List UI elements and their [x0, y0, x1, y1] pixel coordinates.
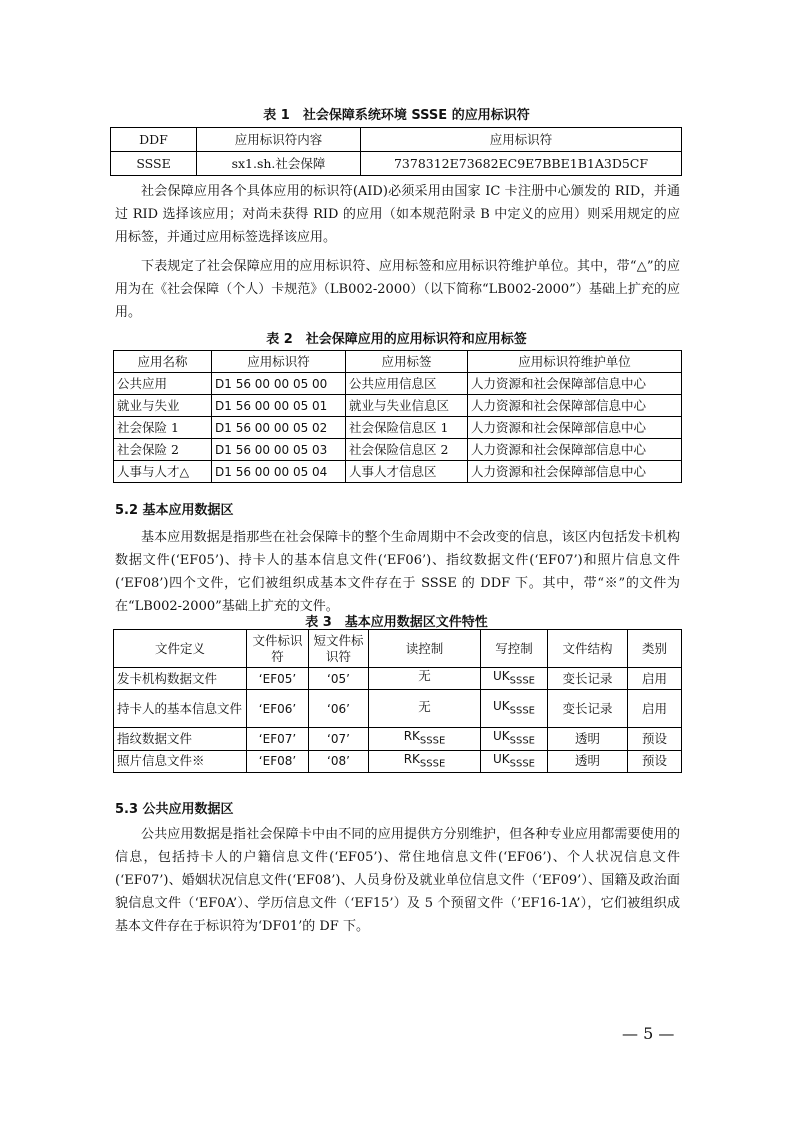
table3	[113, 629, 682, 773]
table2-cell: 社会保险信息区 2	[346, 439, 468, 461]
table3-cell: ‘08’	[309, 750, 369, 772]
table1-cell: 7378312E73682EC9E7BBE1B1A3D5CF	[361, 152, 682, 176]
table1-header-row	[111, 128, 682, 152]
write-control-sub: SSSE	[509, 735, 536, 747]
table2-header-cell: 应用标识符	[212, 351, 346, 373]
write-control-sub: SSSE	[509, 705, 536, 717]
read-control: RK	[403, 751, 420, 766]
table3-cell: 启用	[628, 690, 682, 728]
paragraph-aid: 社会保障应用各个具体应用的标识符(AID)必须采用由国家 IC 卡注册中心颁发的 RID，并通过 RID 选择该应用；对尚未获得 RID 的应用（如本规范附录 B 中定义的应用）则采用规定的应用标签，并通过应用标签选择该应用。	[115, 184, 680, 245]
table3-cell	[369, 728, 481, 750]
page-number: — 5 —	[622, 1024, 675, 1043]
table2-cell: 人事人才信息区	[346, 461, 468, 483]
table3-row	[114, 668, 682, 690]
table3-cell	[481, 668, 548, 690]
table2-cell: 人力资源和社会保障部信息中心	[468, 395, 682, 417]
table3-header-cell: 类别	[628, 630, 682, 668]
table3-cell: ‘EF05’	[247, 668, 309, 690]
table3-cell: 透明	[548, 750, 628, 772]
table3-cell: 变长记录	[548, 668, 628, 690]
table2-cell: D1 56 00 00 05 03	[212, 439, 346, 461]
write-control-sub: SSSE	[509, 675, 536, 687]
table3-caption: 表 3 基本应用数据区文件特性	[305, 615, 488, 630]
table2-cell: 人力资源和社会保障部信息中心	[468, 461, 682, 483]
table2-cell: 人力资源和社会保障部信息中心	[468, 373, 682, 395]
table3-header-cell: 文件定义	[114, 630, 247, 668]
table1-cell: sx1.sh.社会保障	[197, 152, 361, 176]
table3-row	[114, 750, 682, 772]
table3-cell: 透明	[548, 728, 628, 750]
table3-cell: 持卡人的基本信息文件	[114, 690, 247, 728]
table1-header-cell: 应用标识符	[361, 128, 682, 152]
table3-cell	[369, 750, 481, 772]
table3-cell	[481, 728, 548, 750]
table2-cell: D1 56 00 00 05 04	[212, 461, 346, 483]
table3-row	[114, 728, 682, 750]
table2-cell: D1 56 00 00 05 02	[212, 417, 346, 439]
table2-row	[114, 439, 682, 461]
read-control: 无	[418, 698, 431, 714]
write-control: UK	[492, 669, 510, 683]
table3-header-cell: 写控制	[481, 630, 548, 668]
table2-cell: 社会保险 1	[114, 417, 212, 439]
table3-cell: ‘EF07’	[247, 728, 309, 750]
table2-header-row	[114, 351, 682, 373]
table1-header-cell: DDF	[111, 128, 197, 152]
read-control: RK	[403, 729, 420, 744]
table1-row	[111, 152, 682, 176]
table2-cell: 就业与失业信息区	[346, 395, 468, 417]
table3-header-cell: 短文件标识符	[309, 630, 369, 668]
table3-header-cell: 文件结构	[548, 630, 628, 668]
write-control: UK	[492, 729, 510, 744]
table3-header-row	[114, 630, 682, 668]
table3-row	[114, 690, 682, 728]
write-control: UK	[492, 699, 510, 714]
table1-header-cell: 应用标识符内容	[197, 128, 361, 152]
table3-header-cell: 文件标识符	[247, 630, 309, 668]
table2-cell: 就业与失业	[114, 395, 212, 417]
read-control: 无	[418, 668, 431, 684]
table3-cell: 预设	[628, 750, 682, 772]
table2-header-cell: 应用标签	[346, 351, 468, 373]
table1	[110, 127, 682, 176]
table2-cell: 人力资源和社会保障部信息中心	[468, 417, 682, 439]
write-control: UK	[492, 751, 510, 766]
table2-row	[114, 417, 682, 439]
table2-cell: D1 56 00 00 05 01	[212, 395, 346, 417]
table2-cell: 公共应用	[114, 373, 212, 395]
table2-cell: 人力资源和社会保障部信息中心	[468, 439, 682, 461]
table3-cell	[481, 750, 548, 772]
table3-cell: ‘05’	[309, 668, 369, 690]
table3-cell: 启用	[628, 668, 682, 690]
table2-caption: 表 2 社会保障应用的应用标识符和应用标签	[266, 332, 527, 347]
read-control-sub: SSSE	[419, 735, 446, 747]
paragraph-table2-intro: 下表规定了社会保障应用的应用标识符、应用标签和应用标识符维护单位。其中，带“△”的应用为在《社会保障（个人）卡规范》（LB002-2000）（以下简称“LB002-2000”）基础上扩充的应用。	[115, 259, 680, 320]
section-5-3-paragraph: 公共应用数据是指社会保障卡中由不同的应用提供方分别维护，但各种专业应用都需要使用的信息，包括持卡人的户籍信息文件(‘EF05’)、常住地信息文件(‘EF06’)、个人状况信息文件(‘EF07’)、婚姻状况信息文件(‘EF08’)、人员身份及就业单位信息文件（‘EF09’）、国籍及政治面貌信息文件（‘EF0A’）、学历信息文件（‘EF15’）及 5 个预留文件（’EF16-1A’），它们被组织成基本文件存在于标识符为‘DF01’的 DF 下。	[115, 827, 680, 934]
table2	[113, 350, 682, 483]
table3-cell	[369, 668, 481, 690]
table2-cell: D1 56 00 00 05 00	[212, 373, 346, 395]
table2-header-cell: 应用名称	[114, 351, 212, 373]
read-control-sub: SSSE	[419, 758, 446, 770]
table3-cell: ‘07’	[309, 728, 369, 750]
section-5-2-paragraph: 基本应用数据是指那些在社会保障卡的整个生命周期中不会改变的信息，该区内包括发卡机构数据文件(‘EF05’)、持卡人的基本信息文件(‘EF06’)、指纹数据文件(‘EF07’)和照片信息文件(‘EF08’)四个文件，它们被组织成基本文件存在于 SSSE 的 DDF 下。其中，带“※”的文件为在“LB002-2000”基础上扩充的文件。	[115, 530, 680, 614]
table1-cell: SSSE	[111, 152, 197, 176]
table2-cell: 社会保险信息区 1	[346, 417, 468, 439]
table3-cell: 变长记录	[548, 690, 628, 728]
table2-row	[114, 395, 682, 417]
table3-cell	[369, 690, 481, 728]
table3-header-cell: 读控制	[369, 630, 481, 668]
table2-row	[114, 373, 682, 395]
table3-cell: ‘EF08’	[247, 750, 309, 772]
table3-cell	[481, 690, 548, 728]
table3-cell: 照片信息文件※	[114, 750, 247, 772]
table2-cell: 社会保险 2	[114, 439, 212, 461]
table3-cell: 指纹数据文件	[114, 728, 247, 750]
section-5-3-heading: 5.3 公共应用数据区	[115, 802, 234, 817]
write-control-sub: SSSE	[509, 758, 536, 770]
table3-cell: 发卡机构数据文件	[114, 668, 247, 690]
table2-cell: 人事与人才△	[114, 461, 212, 483]
table3-cell: ‘06’	[309, 690, 369, 728]
table3-cell: 预设	[628, 728, 682, 750]
section-5-2-heading: 5.2 基本应用数据区	[115, 503, 234, 518]
table2-header-cell: 应用标识符维护单位	[468, 351, 682, 373]
table2-cell: 公共应用信息区	[346, 373, 468, 395]
table2-row	[114, 461, 682, 483]
table3-cell: ‘EF06’	[247, 690, 309, 728]
table1-caption: 表 1 社会保障系统环境 SSSE 的应用标识符	[263, 108, 530, 123]
